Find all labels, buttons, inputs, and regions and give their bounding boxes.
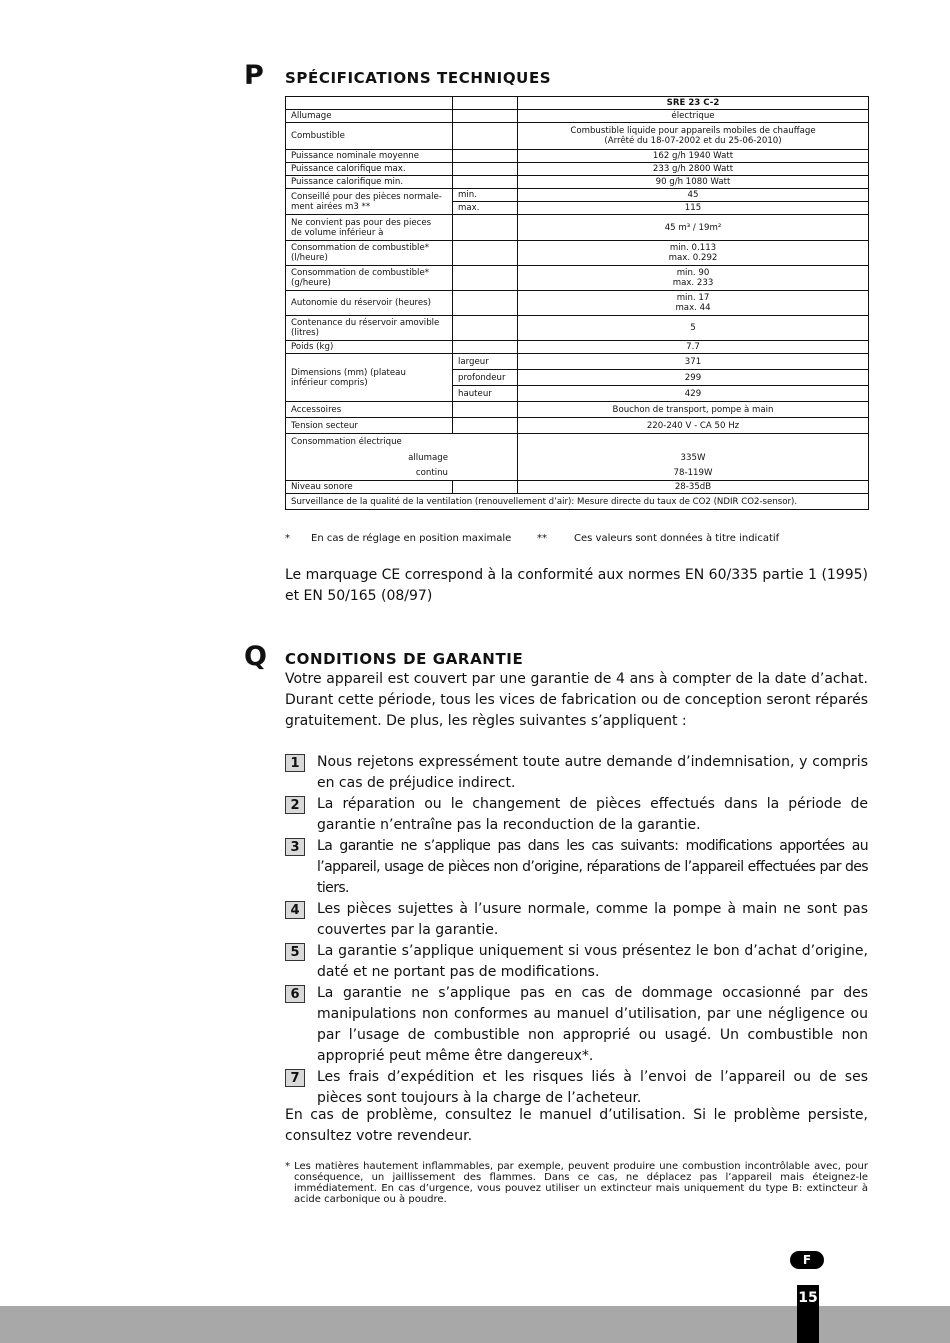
spec-label-line: (litres): [291, 328, 319, 338]
spec-label-line: Conseillé pour des pièces normale-: [291, 191, 442, 202]
spec-surveillance: Surveillance de la qualité de la ventilation (renouvellement d’air): Mesure directe du taux de CO2 (NDIR CO2-sensor).: [286, 494, 869, 510]
footnote-mark: *: [285, 533, 290, 544]
table-row: [286, 494, 869, 510]
spec-label: [286, 266, 453, 291]
spec-value-line: min. 17: [676, 293, 710, 303]
spec-value: 162 g/h 1940 Watt: [518, 150, 869, 163]
spec-label: Puissance calorifique min.: [286, 176, 453, 189]
table-row: [286, 110, 869, 123]
spec-sublabel: allumage: [408, 453, 448, 463]
table-row: [286, 241, 869, 266]
list-item-text: La garantie ne s’applique pas dans les cas suivants: modifications apportées au l’appareil, usage de pièces non d’origine, réparations de l’appareil effectuées par des tiers.: [317, 838, 868, 896]
spec-sublabel: continu: [415, 468, 448, 478]
item-number-badge: 5: [285, 943, 305, 961]
spec-label-line: Dimensions (mm) (plateau: [291, 367, 406, 378]
spec-label: Autonomie du réservoir (heures): [286, 291, 453, 316]
table-row: [286, 291, 869, 316]
warranty-intro: Votre appareil est couvert par une garantie de 4 ans à compter de la date d’achat. Durant cette période, tous les vices de fabrication ou de conception seront réparés gratuitement. De plus, les règles suivantes s’appliquent :: [285, 671, 869, 729]
table-row: [286, 123, 869, 150]
spec-label-line: (l/heure): [291, 253, 328, 263]
list-item: [285, 836, 868, 899]
spec-value: 371: [518, 354, 869, 370]
spec-sublabel: min.: [453, 189, 518, 202]
spec-value: électrique: [518, 110, 869, 123]
spec-value: 5: [518, 316, 869, 341]
footnote-mark: **: [537, 533, 547, 544]
list-item-text: Les pièces sujettes à l’usure normale, comme la pompe à main ne sont pas couvertes par la garantie.: [317, 901, 868, 938]
spec-label-line: Consommation électrique: [291, 437, 402, 447]
table-row: [286, 316, 869, 341]
spec-label: [286, 215, 453, 241]
spec-label-line: ment airées m3 **: [291, 201, 371, 212]
item-number-badge: 1: [285, 754, 305, 772]
page-number: 15: [798, 1290, 818, 1306]
list-item-text: La réparation ou le changement de pièces effectués dans la période de garantie n’entraîne pas la reconduction de la garantie.: [317, 796, 868, 833]
warranty-conditions-list: [285, 752, 868, 1109]
list-item: [285, 941, 868, 983]
spec-value: 115: [518, 202, 869, 215]
list-item: [285, 752, 868, 794]
table-row: [286, 176, 869, 189]
ce-paragraph: Le marquage CE correspond à la conformité aux normes EN 60/335 partie 1 (1995) et EN 50/165 (08/97): [285, 567, 868, 604]
spec-label: Poids (kg): [286, 341, 453, 354]
list-item-text: Nous rejetons expressément toute autre demande d’indemnisation, y compris en cas de préjudice indirect.: [317, 754, 868, 791]
table-row: [286, 215, 869, 241]
spec-value: 45: [518, 189, 869, 202]
spec-label-line: Contenance du réservoir amovible: [291, 318, 440, 328]
spec-value: Bouchon de transport, pompe à main: [518, 402, 869, 418]
list-item-text: Les frais d’expédition et les risques liés à l’envoi de l’appareil ou de ses pièces sont toujours à la charge de l’acheteur.: [317, 1069, 868, 1106]
spec-value: 45 m³ / 19m²: [518, 215, 869, 241]
section-title-specs: SPÉCIFICATIONS TECHNIQUES: [285, 69, 552, 87]
footnote-text: Ces valeurs sont données à titre indicatif: [574, 533, 780, 544]
spec-value-line: min. 0.113: [669, 243, 717, 253]
spec-sublabel: hauteur: [453, 386, 518, 402]
spec-value: [518, 266, 869, 291]
spec-value: 90 g/h 1080 Watt: [518, 176, 869, 189]
list-item: [285, 983, 868, 1067]
spec-label: Puissance calorifique max.: [286, 163, 453, 176]
spec-value-line: max. 44: [675, 303, 711, 313]
list-item-text: La garantie s’applique uniquement si vous présentez le bon d’achat d’origine, daté et ne portant pas de modifications.: [317, 943, 868, 980]
table-row: [286, 434, 869, 481]
spec-label-line: inférieur compris): [291, 377, 368, 388]
spec-label: [286, 241, 453, 266]
item-number-badge: 3: [285, 838, 305, 856]
item-number-badge: 2: [285, 796, 305, 814]
table-row: [286, 97, 869, 110]
list-item: [285, 899, 868, 941]
table-row: [286, 266, 869, 291]
spec-value: 220-240 V - CA 50 Hz: [518, 418, 869, 434]
spec-value: [518, 123, 869, 150]
spec-value-line: max. 0.292: [668, 253, 718, 263]
table-row: [286, 163, 869, 176]
spec-value: 7.7: [518, 341, 869, 354]
spec-label: Puissance nominale moyenne: [286, 150, 453, 163]
language-badge: F: [790, 1251, 824, 1269]
spec-label: Accessoires: [286, 402, 453, 418]
spec-label: [286, 316, 453, 341]
spec-value: 429: [518, 386, 869, 402]
spec-value: 233 g/h 2800 Watt: [518, 163, 869, 176]
spec-label-line: Ne convient pas pour des pieces: [291, 217, 432, 228]
spec-table: [285, 96, 869, 510]
table-row: [286, 189, 869, 202]
spec-value: [518, 291, 869, 316]
spec-label: Combustible: [286, 123, 453, 150]
item-number-badge: 6: [285, 985, 305, 1003]
table-row: [286, 402, 869, 418]
table-row: [286, 481, 869, 494]
spec-value: 28-35dB: [518, 481, 869, 494]
table-row: [286, 150, 869, 163]
spec-value-line: max. 233: [672, 278, 714, 288]
spec-label-line: de volume inférieur à: [291, 227, 384, 238]
spec-label: Allumage: [286, 110, 453, 123]
list-item-text: La garantie ne s’applique pas en cas de dommage occasionné par des manipulations non conformes au manuel d’utilisation, par une négligence ou par l’usage de combustible non approprié ou usagé. Un combustible non approprié peut même être dangereux*.: [317, 985, 868, 1064]
spec-label-line: Consommation de combustible*: [291, 268, 430, 278]
spec-label: Niveau sonore: [286, 481, 453, 494]
spec-value-line: min. 90: [676, 268, 710, 278]
spec-value-line: (Arrêté du 18-07-2002 et du 25-06-2010): [604, 136, 782, 146]
footnote-text: En cas de réglage en position maximale: [311, 533, 512, 544]
spec-label: Tension secteur: [286, 418, 453, 434]
table-row: [286, 354, 869, 370]
spec-value: 335W: [680, 453, 706, 463]
spec-label: [286, 434, 518, 481]
spec-value: 299: [518, 370, 869, 386]
problem-paragraph: En cas de problème, consultez le manuel d’utilisation. Si le problème persiste, consultez votre revendeur.: [285, 1107, 868, 1144]
section-letter-p: P: [244, 60, 263, 91]
spec-label: [286, 354, 453, 402]
table-row: [286, 341, 869, 354]
item-number-badge: 4: [285, 901, 305, 919]
spec-label-line: Consommation de combustible*: [291, 243, 430, 253]
section-letter-q: Q: [244, 641, 266, 672]
item-number-badge: 7: [285, 1069, 305, 1087]
model-header: SRE 23 C-2: [518, 97, 869, 110]
spec-sublabel: max.: [453, 202, 518, 215]
list-item: [285, 1067, 868, 1109]
table-row: [286, 418, 869, 434]
spec-value-line: Combustible liquide pour appareils mobiles de chauffage: [570, 126, 816, 136]
spec-value: [518, 241, 869, 266]
spec-label-line: (g/heure): [291, 278, 331, 288]
spec-sublabel: profondeur: [453, 370, 518, 386]
list-item: [285, 794, 868, 836]
section-title-warranty: CONDITIONS DE GARANTIE: [285, 650, 524, 668]
spec-value: 78-119W: [673, 468, 713, 478]
spec-label: [286, 189, 453, 215]
flammable-note: * Les matières hautement inflammables, par exemple, peuvent produire une combustion incontrôlable avec, pour conséquence, un jaillissement des flammes. Dans ce cas, ne déplacez pas l’appareil mais éteignez-le immédiatement. En cas d’urgence, vous pouvez utiliser un extincteur mais uniquement du type B: extincteur à acide carbonique ou à poudre.: [285, 1161, 868, 1205]
spec-sublabel: largeur: [453, 354, 518, 370]
